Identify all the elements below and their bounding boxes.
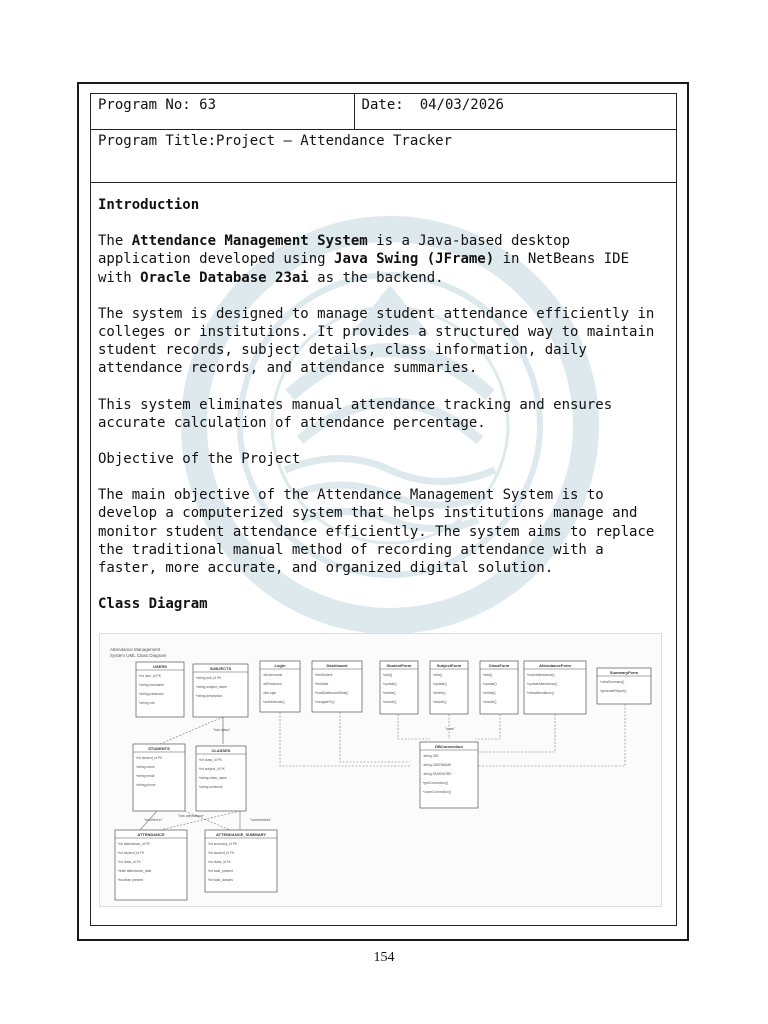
objective-heading: Objective of the Project — [98, 451, 301, 468]
uml-class-name: USERS — [153, 664, 167, 669]
enrolled-in-label: "enrolled in" — [144, 818, 163, 822]
program-title: Program Title:Project – Attendance Tracker — [98, 133, 453, 149]
uml-class-member: +string email — [135, 774, 155, 778]
uml-class-dashboard — [312, 661, 362, 712]
uml-class-attendance — [115, 830, 187, 900]
uml-class-attendance-summary — [205, 830, 277, 892]
uml-class-name: Login — [274, 663, 286, 668]
uml-class-member: +add() — [482, 673, 493, 677]
has-class-label: "has class" — [213, 728, 231, 732]
uml-class-member: +int summary_id PK — [207, 842, 238, 846]
uml-class-students — [133, 744, 185, 811]
uml-class-member: +viewSummary() — [599, 680, 625, 684]
page-number: 154 — [373, 950, 395, 965]
uml-class-member: +updateAttendance() — [526, 682, 558, 686]
uml-class-member: +search() — [482, 700, 497, 704]
uml-class-member: +loadDashboardStats() — [314, 691, 349, 695]
uml-class-member: -txtUsername — [262, 673, 283, 677]
date-label: Date: — [361, 97, 404, 113]
uml-class-member: +string subject_name — [195, 685, 227, 689]
class-diagram-heading: Class Diagram — [98, 596, 208, 613]
uml-class-name: STUDENTS — [148, 746, 170, 751]
studentform-to-db-link — [398, 714, 430, 739]
uml-class-member: +btnStudent — [314, 673, 333, 677]
classform-to-db-link — [475, 714, 500, 739]
uml-class-classform — [480, 661, 518, 714]
uml-class-users — [136, 662, 184, 717]
login-to-db-link — [280, 712, 410, 766]
has-attendance-label: "has attendance" — [178, 814, 205, 818]
uml-class-member: +int student_id PK — [135, 756, 163, 760]
uml-class-member: +generateReport() — [599, 689, 627, 693]
uml-class-subjectform — [430, 661, 468, 714]
uml-class-member: +btnMark — [314, 682, 329, 686]
objective-paragraph: The main objective of the Attendance Management System is to develop a computerized system that helps institutions manage and monitor student attendance efficiently. The system aims to replace the traditional manual method of recording attendance with a faster, more accurate, and organized digital solution. — [98, 487, 655, 577]
uml-diagram-canvas — [100, 634, 663, 908]
uml-class-member: +int class_id FK — [117, 860, 141, 864]
uml-class-name: ATTENDANCE — [137, 832, 165, 837]
uml-class-member: +closeConnection() — [422, 790, 451, 794]
uml-class-member: -string PASSWORD — [422, 772, 452, 776]
program-number: Program No: 63 — [98, 97, 217, 113]
uml-class-member: +string phone — [135, 783, 156, 787]
uml-class-member: +string description — [195, 694, 223, 698]
uml-class-member: -btnLogin — [262, 691, 277, 695]
uml-class-box — [115, 830, 187, 900]
uml-class-name: AttendanceForm — [539, 663, 571, 668]
uml-class-boxes — [115, 661, 651, 900]
uml-class-member: +update() — [482, 682, 497, 686]
uml-class-name: StudentForm — [386, 663, 412, 668]
uml-class-member: +add() — [432, 673, 443, 677]
program-number-cell — [91, 94, 355, 130]
uml-class-member: +string username — [138, 683, 165, 687]
uml-class-member: +int student_id FK — [207, 851, 235, 855]
uml-class-box — [260, 661, 300, 712]
introduction-paragraph-2: The system is designed to manage student attendance efficiently in colleges or institutions. It provides a structured way to maintain student records, subject details, class information, daily attendance records, and attendance summaries. — [98, 305, 655, 377]
uml-class-name: Dashboard — [326, 663, 348, 668]
uml-class-login — [260, 661, 300, 712]
uml-class-member: +add() — [382, 673, 393, 677]
uml-class-member: +markAttendance() — [526, 673, 555, 677]
introduction-paragraph-3: This system eliminates manual attendance tracking and ensures accurate calculation of attendance percentage. — [98, 396, 613, 431]
program-title-cell — [91, 130, 677, 183]
uses-label: "uses" — [445, 727, 455, 731]
attendanceform-to-db-link — [478, 714, 555, 752]
uml-class-diagram — [99, 633, 662, 907]
uml-class-member: +string password — [138, 692, 164, 696]
uml-class-member: +search() — [382, 700, 397, 704]
uml-class-member: +getConnection() — [422, 781, 448, 785]
uml-class-member: -string URL — [422, 754, 440, 758]
uml-class-studentform — [380, 661, 418, 714]
date-cell — [354, 94, 676, 130]
uml-class-name: DBConnection — [435, 744, 463, 749]
uml-class-member: +navigateTo() — [314, 700, 335, 704]
uml-class-member: +boolean present — [117, 878, 144, 882]
uml-class-member: +int total_present — [207, 869, 233, 873]
dashboard-to-db-link — [340, 712, 410, 762]
uml-class-member: -string USERNAME — [422, 763, 452, 767]
uml-class-member: +string name — [135, 765, 155, 769]
uml-class-member: +int class_id FK — [207, 860, 231, 864]
uml-class-member: +int total_classes — [207, 878, 233, 882]
uml-class-member: +delete() — [482, 691, 496, 695]
uml-class-member: +string role — [138, 701, 155, 705]
uml-class-member: +string schedule — [198, 785, 223, 789]
uml-class-member: +int subject_id FK — [198, 767, 225, 771]
uml-class-member: +string class_name — [198, 776, 227, 780]
uml-class-summaryform — [597, 668, 651, 704]
uml-class-name: SUBJECTS — [209, 666, 232, 671]
uml-class-member: +delete() — [382, 691, 396, 695]
uml-class-name: CLASSES — [211, 748, 231, 753]
uml-class-member: +int class_id PK — [198, 758, 223, 762]
program-header-table — [90, 93, 677, 183]
uml-class-member: +viewAttendance() — [526, 691, 554, 695]
uml-class-subjects — [193, 664, 248, 717]
uml-connector-labels — [144, 727, 456, 822]
introduction-paragraph-1: The Attendance Management System is a Java-based desktop application developed using Java Swing (JFrame) in NetBeans IDE with Oracle Database 23ai as the backend. — [98, 233, 630, 286]
uml-class-member: -txtPassword — [262, 682, 282, 686]
uml-class-member: +update() — [432, 682, 447, 686]
uml-class-member: +update() — [382, 682, 397, 686]
introduction-heading: Introduction — [98, 197, 200, 213]
uml-class-name: ClassForm — [488, 663, 510, 668]
uml-class-name: SummaryForm — [609, 670, 639, 675]
uml-class-member: +string sub_id PK — [195, 676, 222, 680]
uml-class-classes — [196, 746, 246, 811]
uml-class-box — [312, 661, 362, 712]
uml-class-name: ATTENDANCE_SUMMARY — [216, 832, 266, 837]
date-value: 04/03/2026 — [419, 97, 504, 113]
diagram-caption-line-2: System UML Class Diagram — [110, 653, 167, 658]
uml-class-attendanceform — [524, 661, 586, 714]
uml-class-member: +delete() — [432, 691, 446, 695]
page-body — [98, 196, 670, 631]
uml-class-name: SubjectForm — [436, 663, 462, 668]
uml-class-member: +int user_id PK — [138, 674, 161, 678]
uml-class-member: +authenticate() — [262, 700, 285, 704]
uml-class-member: +date attendance_date — [117, 869, 152, 873]
summarizes-label: "summarizes" — [250, 818, 272, 822]
diagram-caption-line-1: Attendance Management — [110, 647, 161, 652]
uml-class-member: +int attendance_id PK — [117, 842, 150, 846]
uml-class-dbconnection — [420, 742, 478, 808]
uml-class-member: +search() — [432, 700, 447, 704]
uml-class-member: +int student_id FK — [117, 851, 145, 855]
